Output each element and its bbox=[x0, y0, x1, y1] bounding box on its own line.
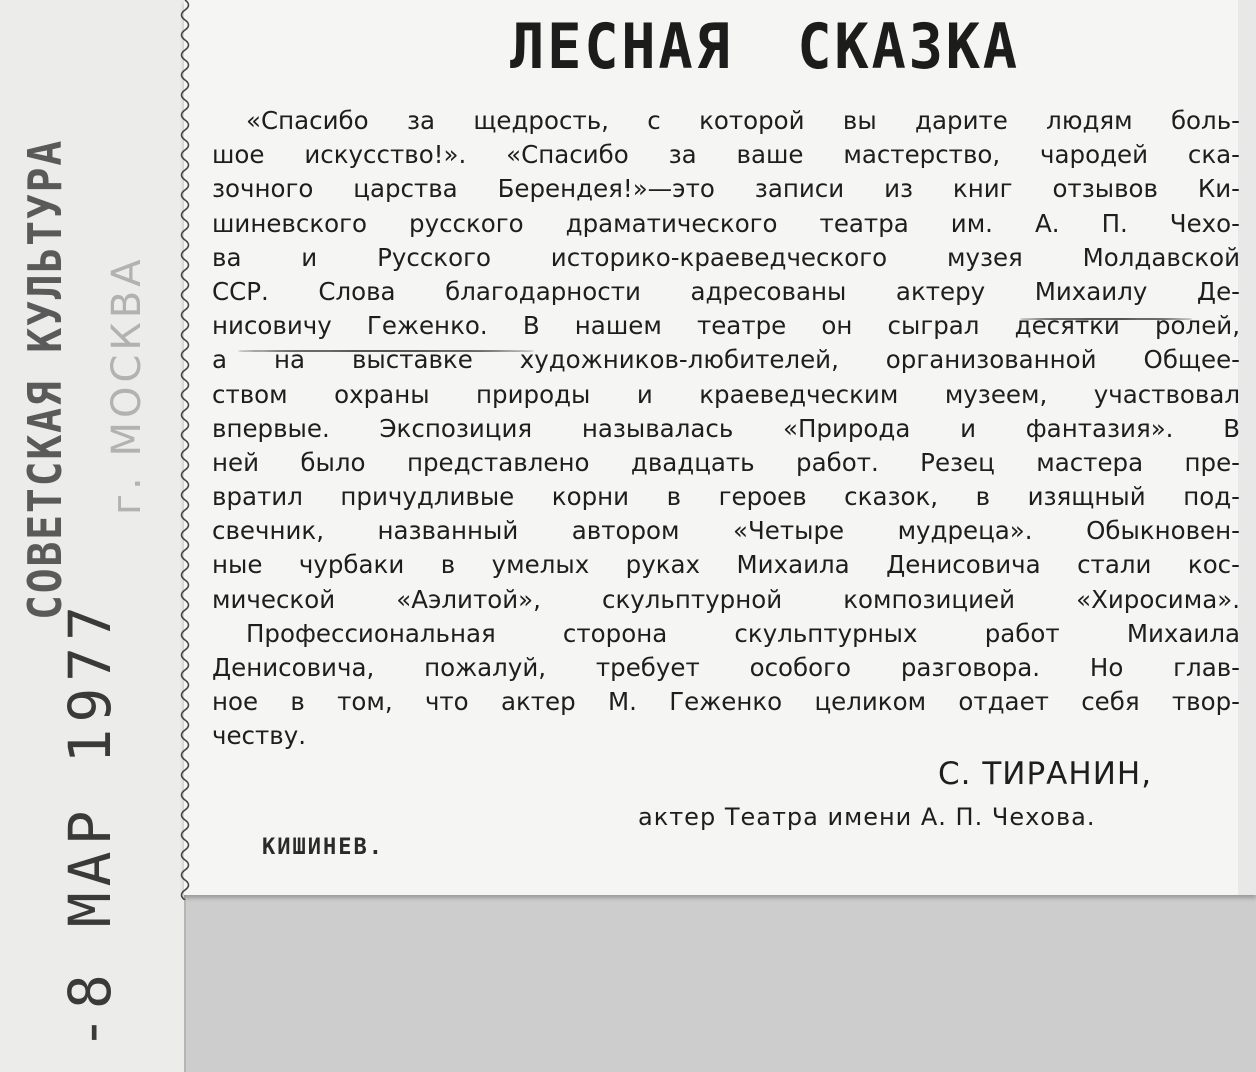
body-line: впервые. Экспозиция называлась «Природа и фантазия». В bbox=[212, 413, 1240, 443]
clipping-right-edge bbox=[1238, 0, 1256, 895]
dateline-city: КИШИНЕВ. bbox=[262, 835, 384, 860]
date-stamp: -8 МАР 1977 bbox=[56, 599, 124, 1050]
body-line: шиневского русского драматического театра им. А. П. Чехо- bbox=[212, 208, 1240, 238]
archive-margin-strip bbox=[0, 0, 186, 1072]
body-line: ССР. Слова благодарности адресованы актеру Михаилу Де- bbox=[212, 276, 1240, 306]
article-headline: ЛЕСНАЯ СКАЗКА bbox=[510, 10, 1020, 83]
body-line: честву. bbox=[212, 721, 307, 751]
author-affiliation: актер Театра имени А. П. Чехова. bbox=[638, 803, 1096, 831]
body-line: «Спасибо за щедрость, с которой вы дарите людям боль- bbox=[246, 106, 1240, 135]
body-line: ва и Русского историко-краеведческого музея Молдавской bbox=[212, 242, 1240, 272]
author-name: С. ТИРАНИН, bbox=[938, 756, 1153, 792]
body-line: а на выставке художников-любителей, организованной Общее- bbox=[212, 345, 1240, 375]
body-line: вратил причудливые корни в героев сказок, в изящный под- bbox=[212, 482, 1240, 512]
pencil-underline bbox=[238, 350, 534, 352]
body-line: ством охраны природы и краеведческим музеем, участвовал bbox=[212, 379, 1240, 409]
newspaper-name-stamp: СОВЕТСКАЯ КУЛЬТУРА bbox=[18, 138, 72, 620]
body-line: шое искусство!». «Спасибо за ваше мастерство, чародей ска- bbox=[212, 140, 1240, 170]
city-stamp: г. МОСКВА bbox=[104, 255, 150, 515]
body-line: Денисовича, пожалуй, требует особого разговора. Но глав- bbox=[212, 653, 1240, 682]
article-body bbox=[212, 104, 1240, 754]
body-line: свечник, названный автором «Четыре мудреца». Обыкновен- bbox=[212, 516, 1240, 546]
body-line: Профессиональная сторона скульптурных работ Михаила bbox=[246, 618, 1240, 648]
pencil-underline bbox=[1020, 318, 1192, 320]
body-line: зочного царства Берендея!»—это записи из книг отзывов Ки- bbox=[212, 174, 1240, 204]
body-line: нисовичу Геженко. В нашем театре он сыграл десятки ролей, bbox=[212, 311, 1240, 341]
body-line: ней было представлено двадцать работ. Резец мастера пре- bbox=[212, 447, 1240, 477]
cut-edge-decoration bbox=[176, 0, 194, 900]
body-line: ное в том, что актер М. Геженко целиком отдает себя твор- bbox=[212, 687, 1240, 717]
body-line: мической «Аэлитой», скульптурной композицией «Хиросима». bbox=[212, 584, 1240, 614]
body-line: ные чурбаки в умелых руках Михаила Денисовича стали кос- bbox=[212, 550, 1240, 580]
